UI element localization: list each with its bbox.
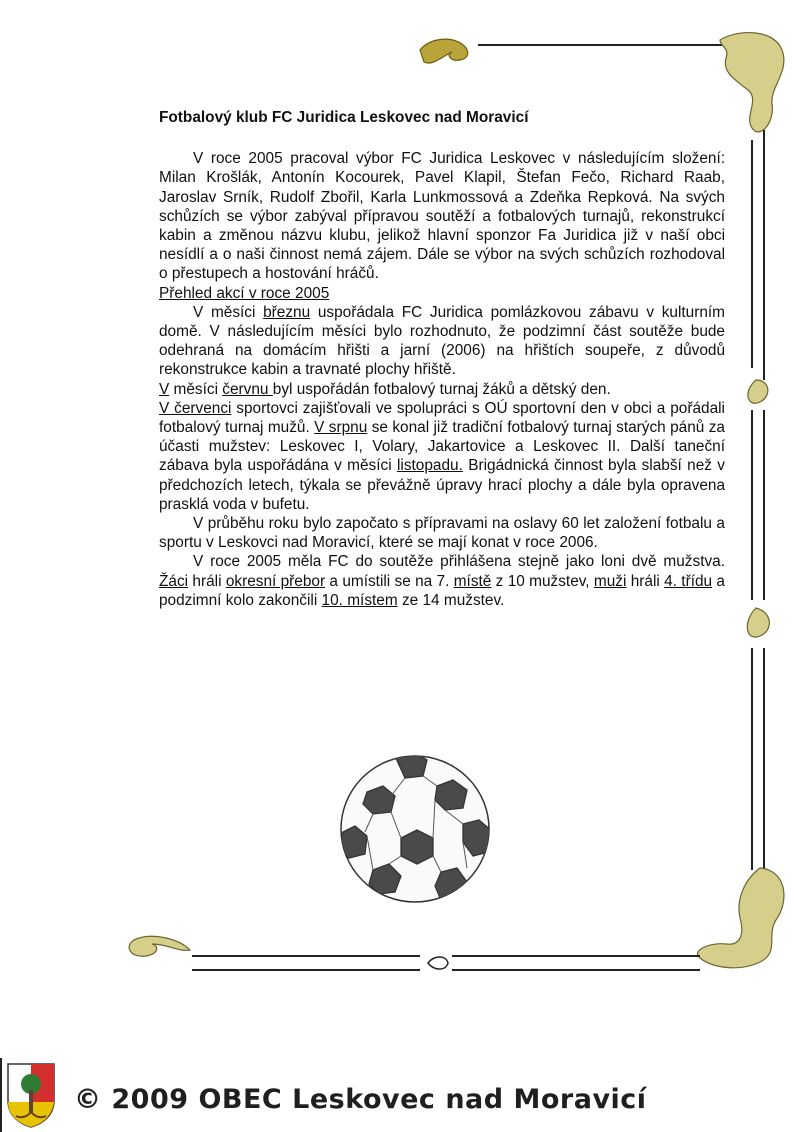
top-ornament bbox=[420, 39, 722, 63]
text-run: a podzimní kolo zakončili bbox=[159, 572, 725, 609]
underlined-text: listopadu. bbox=[396, 457, 463, 475]
footer bbox=[0, 1058, 800, 1132]
text-run: se konal již tradiční fotbalový turnaj starých pánů za účasti mužstev: Leskovec I, Volary, Jakartovice a Leskovec II. Další taneční zábava byla uspořádána v měsíci bbox=[159, 419, 725, 475]
underlined-text: Žáci bbox=[159, 572, 189, 590]
underlined-text: okresní přebor bbox=[225, 572, 326, 590]
underlined-text: V červenci bbox=[159, 399, 232, 417]
soccer-ball-icon bbox=[337, 752, 493, 906]
text-run: hráli bbox=[188, 572, 226, 590]
top-right-ornament bbox=[720, 33, 784, 132]
paragraph-march bbox=[159, 303, 725, 380]
text-run: hráli bbox=[626, 572, 665, 590]
page-title: Fotbalový klub FC Juridica Leskovec nad Moravicí bbox=[159, 109, 529, 126]
paragraph-teams bbox=[159, 552, 725, 610]
paragraph-committee: V roce 2005 pracoval výbor FC Juridica Leskovec v následujícím složení: Milan Krošlák, Antonín Kocourek, Pavel Klapil, Štefan Fečo, Richard Raab, Jaroslav Srník, Rudolf Zbořil, Karla Lunkmossová a Zdeňka Repková. Na svých schůzích se výbor zabýval přípravou soutěží a fotbalových turnajů, rekonstrukcí kabin a změnou názvu klubu, jelikož hlavní sponzor Fa Juridica již v naší obci nesídlí a o naši činnost nemá zájem. Dále se výbor na svých schůzích rozhodoval o přestupech a hostování hráčů. bbox=[159, 150, 725, 283]
right-frame-lines bbox=[747, 130, 769, 870]
paragraph-june bbox=[159, 380, 725, 399]
copyright-text: © 2009 OBEC Leskovec nad Moravicí bbox=[74, 1084, 647, 1115]
text-run: z 10 mužstev, bbox=[491, 572, 594, 590]
paragraph-anniversary: V průběhu roku bylo započato s přípravami na oslavy 60 let založení fotbalu a sportu v Leskovci nad Moravicí, které se mají konat v roce 2006. bbox=[159, 515, 725, 552]
text-run: ze 14 mužstev. bbox=[397, 591, 505, 609]
bottom-left-ornament bbox=[129, 936, 190, 956]
underlined-text: 10. místem bbox=[321, 591, 398, 609]
underlined-text: muži bbox=[593, 572, 627, 590]
text-run: byl uspořádán fotbalový turnaj žáků a dětský den. bbox=[272, 380, 611, 398]
text-run: V měsíci bbox=[193, 303, 264, 321]
underlined-text: místě bbox=[453, 572, 492, 590]
underlined-text: V srpnu bbox=[314, 419, 368, 437]
underlined-text: 4. třídu bbox=[664, 572, 713, 590]
text-run: V roce 2005 měla FC do soutěže přihlášena stejně jako loni dvě mužstva. bbox=[193, 553, 725, 571]
text-run: a umístili se na 7. bbox=[325, 572, 454, 590]
section-heading: Přehled akcí v roce 2005 bbox=[159, 284, 330, 302]
text-run: sportovci zajišťovali ve spolupráci s OÚ sportovní den v obci a pořádali fotbalový turnaj mužů. bbox=[159, 399, 725, 437]
text-run: uspořádala FC Juridica pomlázkovou zábavu v kulturním domě. V následujícím měsíci bylo rozhodnuto, že podzimní část soutěže bude odehraná na domácím hřišti a jarní (2006) na hřištích soupeře, z důvodů rekonstrukce kabin a travnaté plochy hřiště. bbox=[159, 303, 725, 379]
underlined-text: červnu bbox=[222, 380, 273, 398]
text-run: měsíci bbox=[169, 380, 223, 398]
text-run: Brigádnická činnost byla slabší než v předchozích letech, týkala se převážně úpravy hrací plochy a dále byla opravena prasklá voda v bufetu. bbox=[159, 457, 725, 513]
bottom-right-ornament bbox=[697, 868, 783, 968]
bottom-frame-lines bbox=[192, 956, 700, 970]
document-body bbox=[159, 108, 725, 610]
footer-divider bbox=[0, 1058, 2, 1132]
paragraph-july bbox=[159, 399, 725, 514]
underlined-text: březnu bbox=[263, 303, 311, 321]
underlined-text: V bbox=[159, 380, 170, 398]
municipal-crest-icon bbox=[6, 1062, 56, 1128]
